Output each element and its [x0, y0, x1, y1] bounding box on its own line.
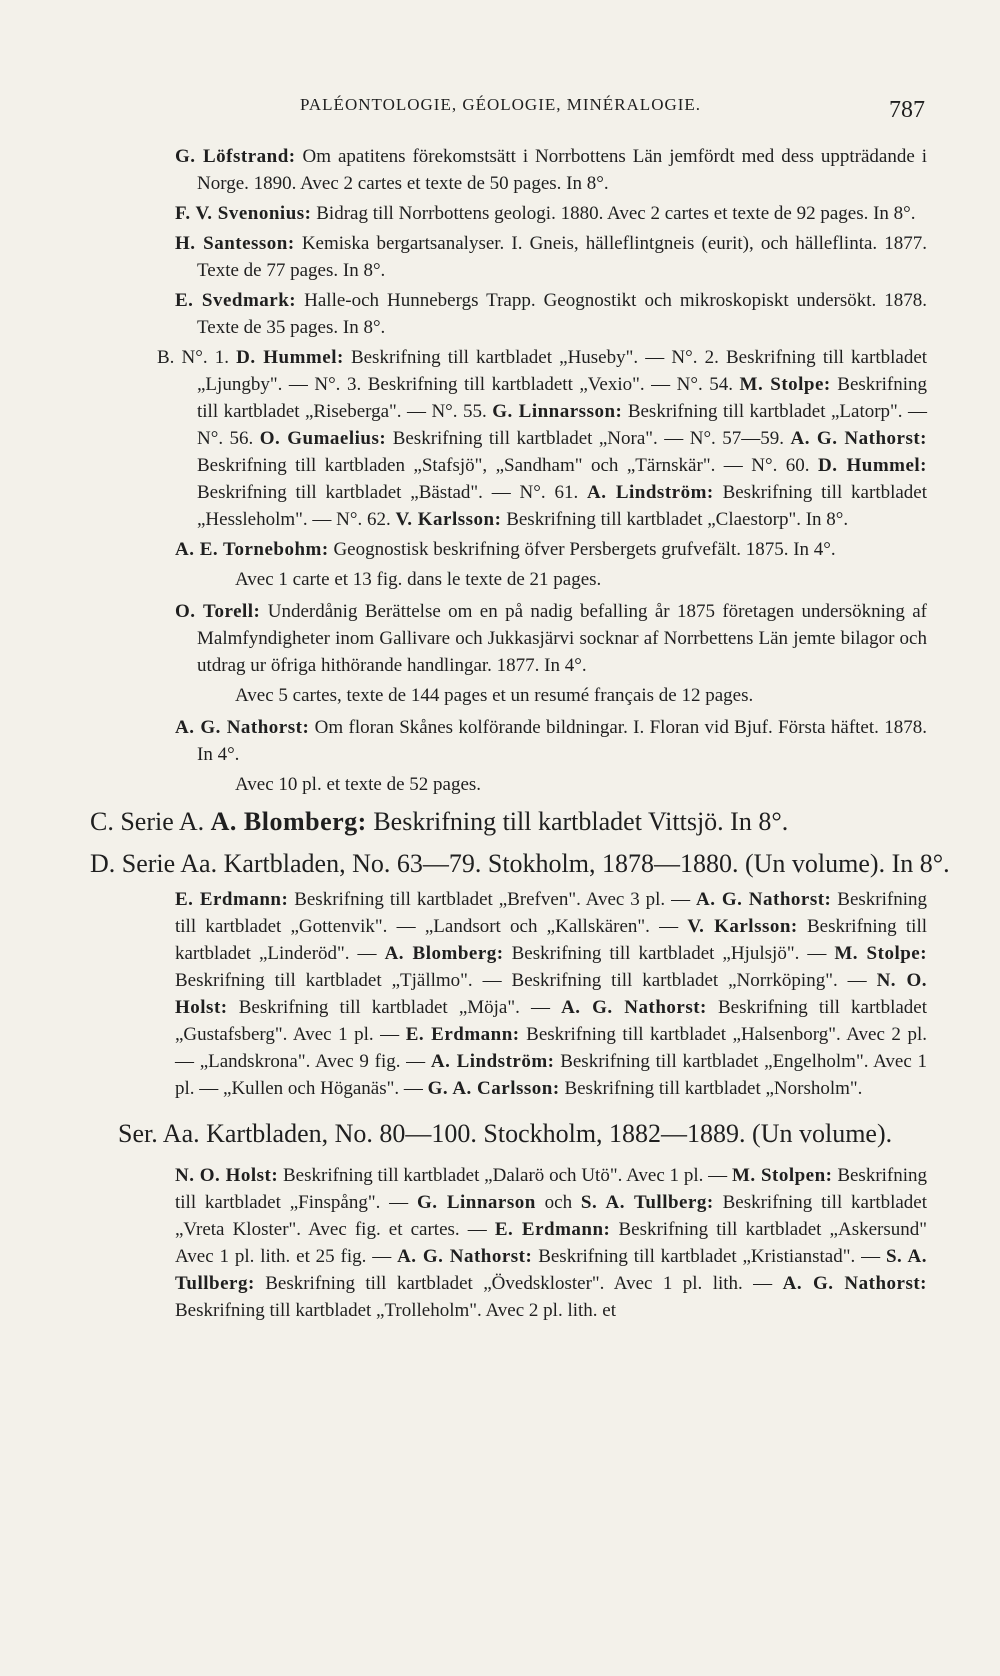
series-aa-heading: Ser. Aa. Kartbladen, No. 80—100. Stockholm, 1882—1889. (Un volume). — [118, 1119, 893, 1148]
entry-text: Beskrifning till kartbladet „Claestorp". In 8°. — [506, 509, 849, 530]
entry-note: Avec 1 carte et 13 fig. dans le texte de 21 pages. — [235, 569, 602, 590]
entry-text: Beskrifning till kartbladet „Bästad". — N°. 61. — [197, 482, 579, 503]
entry-text: Om apatitens förekomstsätt i Norrbottens Län jemfördt med dess uppträdande i Norge. 1890. Avec 2 cartes et texte de 50 pages. In 8°. — [197, 146, 928, 194]
entry-author: A. G. Nathorst: — [790, 428, 928, 449]
entry-author: O. Gumaelius: — [259, 428, 387, 449]
bibliography-entry — [175, 714, 927, 768]
entry-author: A. G. Nathorst: — [175, 717, 310, 738]
series-d-entries: E. Erdmann: Beskrifning till kartbladet „Brefven". Avec 3 pl. — A. G. Nathorst: Beskrifning till kartbladet „Gottenvik". — „Landsort och „Kallskären". — V. Karlsson: Beskrifning till kartbladet „Linderöd". — A. Blomberg: Beskrifning till kartbladet „Hjulsjö". — M. Stolpe: Beskrifning till kartbladet „Tjällmo". — Beskrifning till kartbladet „Norrköping". — N. O. Holst: Beskrifning till kartbladet „Möja". — A. G. Nathorst: Beskrifning till kartbladet „Gustafsberg". Avec 1 pl. — E. Erdmann: Beskrifning till kartbladet „Halsenborg". Avec 2 pl. — „Landskrona". Avec 9 fig. — A. Lindström: Beskrifning till kartbladet „Engelholm". Avec 1 pl. — „Kullen och Höganäs". — G. A. Carlsson: Beskrifning till kartbladet „Norsholm". — [175, 889, 928, 1099]
entry-text: Beskrifning till kartbladet Vittsjö. In 8°. — [373, 807, 789, 836]
entry-text: Kemiska bergartsanalyser. I. Gneis, hälleflintgneis (eurit), och hälleflinta. 1877. Texte de 77 pages. In 8°. — [197, 233, 928, 281]
series-d-heading: D. Serie Aa. Kartbladen, No. 63—79. Stokholm, 1878—1880. (Un volume). In 8°. — [90, 849, 950, 878]
entry-text: Beskrifning till kartbladet „Riseberga". — N°. 55. — [197, 374, 928, 422]
entry-author: M. Stolpe: — [739, 374, 831, 395]
series-b-entry — [157, 344, 928, 533]
bibliography-entry — [175, 230, 927, 284]
bibliography-entry — [175, 143, 927, 197]
entry-author: V. Karlsson: — [395, 509, 502, 530]
entry-author: G. Linnarsson: — [492, 401, 623, 422]
entry-author: A. Blomberg: — [210, 807, 367, 836]
page-number: 787 — [889, 97, 925, 123]
entry-note: Avec 5 cartes, texte de 144 pages et un resumé français de 12 pages. — [235, 685, 754, 706]
entry-text: Beskrifning till kartbladet „Hessleholm". — N°. 62. — [197, 482, 928, 530]
entry-author: A. Lindström: — [587, 482, 714, 503]
entry-author: A. E. Tornebohm: — [175, 539, 329, 560]
running-title: PALÉONTOLOGIE, GÉOLOGIE, MINÉRALOGIE. — [300, 95, 702, 114]
series-b-prefix: B. N°. 1. — [157, 347, 230, 368]
entry-text: Bidrag till Norrbottens geologi. 1880. Avec 2 cartes et texte de 92 pages. In 8°. — [316, 203, 916, 224]
entry-author: D. Hummel: — [818, 455, 928, 476]
entry-note: Avec 10 pl. et texte de 52 pages. — [235, 774, 482, 795]
entry-text: Om floran Skånes kolförande bildningar. I. Floran vid Bjuf. Första häftet. 1878. In 4°. — [197, 717, 927, 765]
bibliography-entry — [175, 536, 927, 563]
entry-author: D. Hummel: — [236, 347, 344, 368]
entry-text: Geognostisk beskrifning öfver Persbergets grufvefält. 1875. In 4°. — [333, 539, 836, 560]
entry-text: Halle-och Hunnebergs Trapp. Geognostikt och mikroskopiskt undersökt. 1878. Texte de 35 pages. In 8°. — [197, 290, 928, 338]
entry-author: E. Svedmark: — [175, 290, 297, 311]
entry-text: Beskrifning till kartbladet „Latorp". — N°. 56. — [197, 401, 928, 449]
entry-author: G. Löfstrand: — [175, 146, 296, 167]
entry-text: Beskrifning till kartbladet „Huseby". — N°. 2. Beskrifning till kartbladet „Ljungby". — N°. 3. Beskrifning till kartbladett „Vexio". — N°. 54. — [197, 347, 928, 395]
bibliography-entry — [175, 200, 927, 227]
entry-author: F. V. Svenonius: — [175, 203, 312, 224]
bibliography-entry — [175, 598, 927, 679]
entry-text: Beskrifning till kartbladen „Stafsjö", „Sandham" och „Tärnskär". — N°. 60. — [197, 455, 810, 476]
entry-text: Beskrifning till kartbladet „Nora". — N°. 57—59. — [392, 428, 785, 449]
entry-author: H. Santesson: — [175, 233, 295, 254]
series-aa-entries: N. O. Holst: Beskrifning till kartbladet „Dalarö och Utö". Avec 1 pl. — M. Stolpen: Beskrifning till kartbladet „Finspång". — G. Linnarson och S. A. Tullberg: Beskrifning till kartbladet „Vreta Kloster". Avec fig. et cartes. — E. Erdmann: Beskrifning till kartbladet „Askersund" Avec 1 pl. lith. et 25 fig. — A. G. Nathorst: Beskrifning till kartbladet „Kristianstad". — S. A. Tullberg: Beskrifning till kartbladet „Övedskloster". Avec 1 pl. lith. — A. G. Nathorst: Beskrifning till kartbladet „Trolleholm". Avec 2 pl. lith. et — [175, 1165, 928, 1321]
bibliography-entry — [175, 287, 927, 341]
page-body — [90, 143, 950, 1327]
entry-text: Underdånig Berättelse om en på nadig befalling år 1875 företagen undersökning af Malmfyndigheter inom Gallivare och Jukkasjärvi socknar af Norrbettens Län jemte bilagor och utdrag ur öfriga hithörande handlingar. 1877. In 4°. — [197, 601, 928, 676]
entry-author: O. Torell: — [175, 601, 261, 622]
series-c-heading: C. Serie A. A. Blomberg: Beskrifning till kartbladet Vittsjö. In 8°. — [90, 807, 789, 836]
